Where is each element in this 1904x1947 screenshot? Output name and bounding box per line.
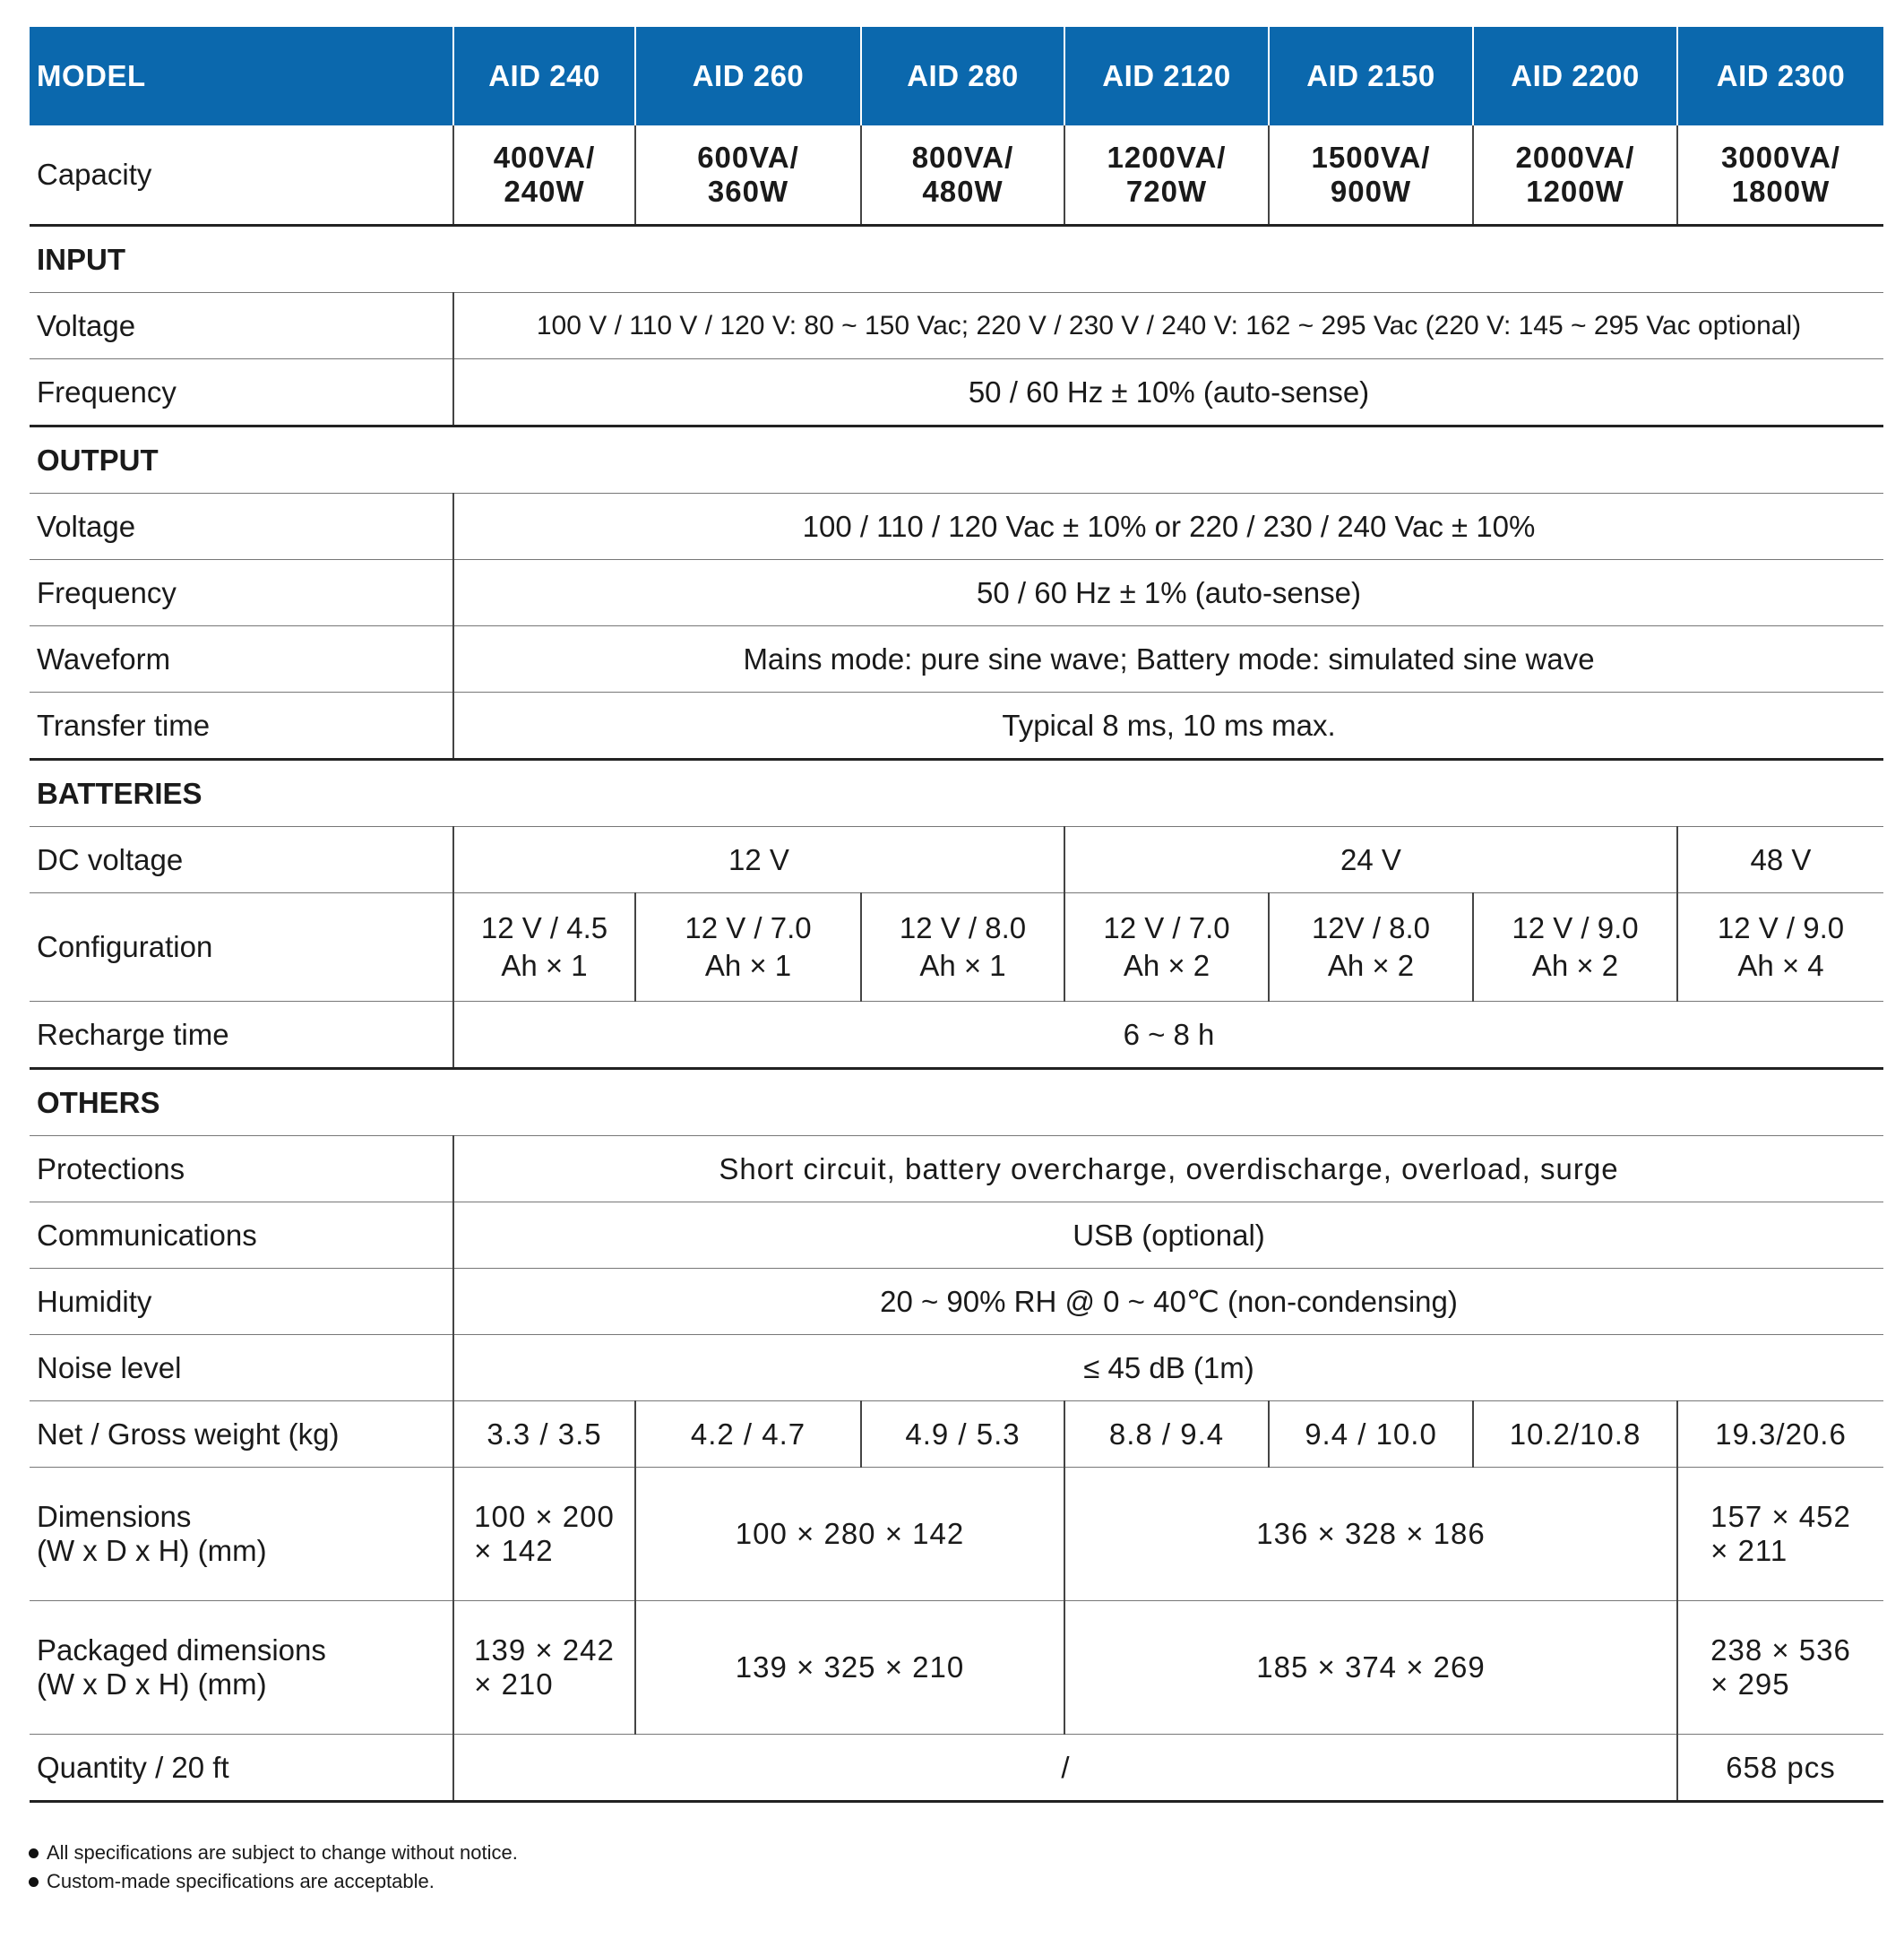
packaged-aid2300: 238 × 536 × 295: [1677, 1601, 1883, 1735]
recharge-label: Recharge time: [30, 1002, 453, 1069]
capacity-label: Capacity: [30, 125, 453, 226]
configuration-aid2120: 12 V / 7.0 Ah × 2: [1064, 893, 1269, 1002]
section-title-output: OUTPUT: [30, 426, 1883, 494]
dimensions-aid240: 100 × 200 × 142: [453, 1468, 635, 1601]
model-aid260: AID 260: [635, 27, 861, 125]
output-voltage-row: [30, 494, 1883, 560]
input-voltage-row: [30, 293, 1883, 359]
communications-row: [30, 1202, 1883, 1269]
weight-label: Net / Gross weight (kg): [30, 1401, 453, 1468]
humidity-value: 20 ~ 90% RH @ 0 ~ 40℃ (non-condensing): [453, 1269, 1883, 1335]
packaged-dimensions-label: Packaged dimensions (W x D x H) (mm): [30, 1601, 453, 1735]
dc-voltage-48v: 48 V: [1677, 827, 1883, 893]
output-waveform-row: [30, 626, 1883, 693]
noise-row: [30, 1335, 1883, 1401]
model-aid280: AID 280: [861, 27, 1064, 125]
model-aid2200: AID 2200: [1473, 27, 1677, 125]
dc-voltage-row: [30, 827, 1883, 893]
configuration-aid240: 12 V / 4.5 Ah × 1: [453, 893, 635, 1002]
quantity-aid2300: 658 pcs: [1677, 1735, 1883, 1802]
header-row: [30, 27, 1883, 125]
output-transfer-label: Transfer time: [30, 693, 453, 760]
configuration-row: [30, 893, 1883, 1002]
recharge-row: [30, 1002, 1883, 1069]
output-transfer-row: [30, 693, 1883, 760]
quantity-value: /: [453, 1735, 1677, 1802]
output-waveform-value: Mains mode: pure sine wave; Battery mode: simulated sine wave: [453, 626, 1883, 693]
communications-value: USB (optional): [453, 1202, 1883, 1269]
input-frequency-value: 50 / 60 Hz ± 10% (auto-sense): [453, 359, 1883, 426]
capacity-row: [30, 125, 1883, 226]
input-frequency-label: Frequency: [30, 359, 453, 426]
footnote-item: All specifications are subject to change without notice.: [27, 1839, 518, 1867]
capacity-aid2200: 2000VA/ 1200W: [1473, 125, 1677, 226]
dimensions-row: [30, 1468, 1883, 1601]
input-voltage-label: Voltage: [30, 293, 453, 359]
humidity-row: [30, 1269, 1883, 1335]
packaged-dimensions-row: [30, 1601, 1883, 1735]
weight-aid2150: 9.4 / 10.0: [1269, 1401, 1473, 1468]
protections-value: Short circuit, battery overcharge, overdischarge, overload, surge: [453, 1136, 1883, 1202]
recharge-value: 6 ~ 8 h: [453, 1002, 1883, 1069]
weight-aid2300: 19.3/20.6: [1677, 1401, 1883, 1468]
weight-aid260: 4.2 / 4.7: [635, 1401, 861, 1468]
capacity-aid2300: 3000VA/ 1800W: [1677, 125, 1883, 226]
output-frequency-label: Frequency: [30, 560, 453, 626]
weight-aid240: 3.3 / 3.5: [453, 1401, 635, 1468]
communications-label: Communications: [30, 1202, 453, 1269]
dimensions-label: Dimensions (W x D x H) (mm): [30, 1468, 453, 1601]
output-voltage-value: 100 / 110 / 120 Vac ± 10% or 220 / 230 / 240 Vac ± 10%: [453, 494, 1883, 560]
capacity-aid2120: 1200VA/ 720W: [1064, 125, 1269, 226]
packaged-aid260-280: 139 × 325 × 210: [635, 1601, 1064, 1735]
configuration-aid2200: 12 V / 9.0 Ah × 2: [1473, 893, 1677, 1002]
weight-row: [30, 1401, 1883, 1468]
footnote-item: Custom-made specifications are acceptable.: [27, 1867, 518, 1896]
dimensions-aid2120-2200: 136 × 328 × 186: [1064, 1468, 1677, 1601]
capacity-aid2150: 1500VA/ 900W: [1269, 125, 1473, 226]
dc-voltage-12v: 12 V: [453, 827, 1064, 893]
packaged-aid240: 139 × 242 × 210: [453, 1601, 635, 1735]
configuration-aid280: 12 V / 8.0 Ah × 1: [861, 893, 1064, 1002]
output-voltage-label: Voltage: [30, 494, 453, 560]
output-waveform-label: Waveform: [30, 626, 453, 693]
noise-value: ≤ 45 dB (1m): [453, 1335, 1883, 1401]
dimensions-aid260-280: 100 × 280 × 142: [635, 1468, 1064, 1601]
quantity-label: Quantity / 20 ft: [30, 1735, 453, 1802]
capacity-aid260: 600VA/ 360W: [635, 125, 861, 226]
weight-aid2120: 8.8 / 9.4: [1064, 1401, 1269, 1468]
weight-aid2200: 10.2/10.8: [1473, 1401, 1677, 1468]
noise-label: Noise level: [30, 1335, 453, 1401]
protections-label: Protections: [30, 1136, 453, 1202]
model-aid240: AID 240: [453, 27, 635, 125]
section-others: [30, 1069, 1883, 1136]
section-title-input: INPUT: [30, 226, 1883, 293]
protections-row: [30, 1136, 1883, 1202]
section-output: [30, 426, 1883, 494]
footnotes: [27, 1839, 518, 1896]
dc-voltage-label: DC voltage: [30, 827, 453, 893]
section-title-batteries: BATTERIES: [30, 760, 1883, 827]
output-transfer-value: Typical 8 ms, 10 ms max.: [453, 693, 1883, 760]
section-title-others: OTHERS: [30, 1069, 1883, 1136]
configuration-aid260: 12 V / 7.0 Ah × 1: [635, 893, 861, 1002]
section-batteries: [30, 760, 1883, 827]
output-frequency-row: [30, 560, 1883, 626]
dimensions-aid2300: 157 × 452 × 211: [1677, 1468, 1883, 1601]
section-input: [30, 226, 1883, 293]
weight-aid280: 4.9 / 5.3: [861, 1401, 1064, 1468]
capacity-aid240: 400VA/ 240W: [453, 125, 635, 226]
model-aid2150: AID 2150: [1269, 27, 1473, 125]
model-aid2120: AID 2120: [1064, 27, 1269, 125]
humidity-label: Humidity: [30, 1269, 453, 1335]
dc-voltage-24v: 24 V: [1064, 827, 1677, 893]
configuration-aid2300: 12 V / 9.0 Ah × 4: [1677, 893, 1883, 1002]
packaged-aid2120-2200: 185 × 374 × 269: [1064, 1601, 1677, 1735]
capacity-aid280: 800VA/ 480W: [861, 125, 1064, 226]
quantity-row: [30, 1735, 1883, 1802]
input-frequency-row: [30, 359, 1883, 426]
input-voltage-value: 100 V / 110 V / 120 V: 80 ~ 150 Vac; 220 V / 230 V / 240 V: 162 ~ 295 Vac (220 V: 145 ~ 295 Vac optional): [453, 293, 1883, 359]
spec-table: [30, 27, 1883, 1803]
configuration-label: Configuration: [30, 893, 453, 1002]
model-aid2300: AID 2300: [1677, 27, 1883, 125]
model-header: MODEL: [30, 27, 453, 125]
configuration-aid2150: 12V / 8.0 Ah × 2: [1269, 893, 1473, 1002]
output-frequency-value: 50 / 60 Hz ± 1% (auto-sense): [453, 560, 1883, 626]
